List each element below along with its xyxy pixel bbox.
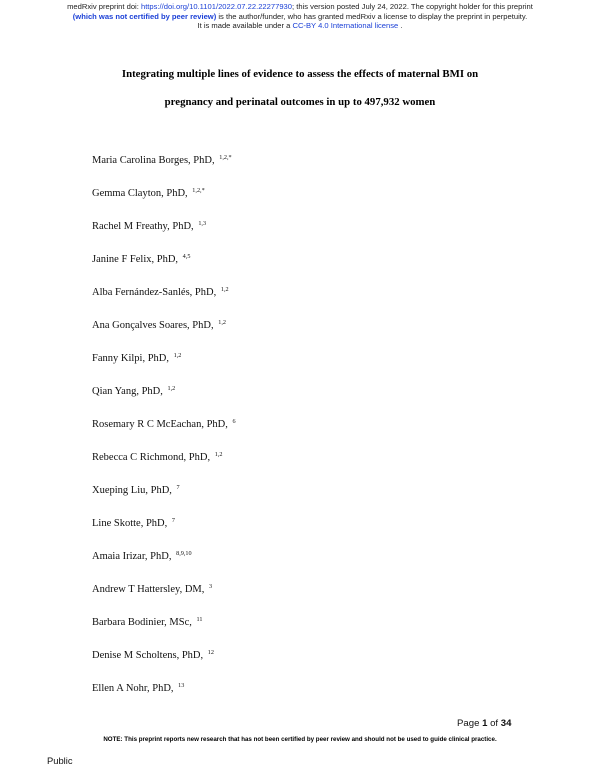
header-line-3 [0,21,600,31]
preprint-note: NOTE: This preprint reports new research that has not been certified by peer review and should not be used to guide clinical practice. [103,736,497,743]
author-affiliation: 3 [209,583,213,590]
page-total: 34 [500,718,512,729]
author-name: Rosemary R C McEachan, PhD, [92,419,231,430]
author-name: Rebecca C Richmond, PhD, [92,452,213,463]
author-entry [92,316,236,349]
author-affiliation: 1,2 [218,319,226,326]
license-grant-text: is the author/funder, who has granted medRxiv a license to display the preprint in perpetuity. [216,11,528,21]
author-affiliation: 8,9,10 [176,550,192,557]
author-affiliation: 1,3 [198,220,207,227]
author-name: Xueping Liu, PhD, [92,485,175,496]
author-list [92,151,236,712]
author-entry [92,580,236,613]
author-name: Ana Gonçalves Soares, PhD, [92,320,217,331]
author-entry [92,481,236,514]
doi-link[interactable]: https://doi.org/10.1101/2022.07.22.22277930 [140,2,292,11]
author-affiliation: 12 [207,649,214,656]
author-affiliation: 1,2,* [192,187,205,194]
author-affiliation: 1,2 [173,352,182,359]
license-prefix: It is made available under a [197,21,293,31]
page-prefix: Page [457,718,483,729]
author-name: Alba Fernández-Sanlés, PhD, [92,287,219,298]
header-doi-prefix: medRxiv preprint doi: [67,2,141,11]
author-affiliation: 4,5 [182,253,191,260]
author-name: Qian Yang, PhD, [92,386,166,397]
author-affiliation: 1,2,* [219,154,232,161]
page-current: 1 [482,718,488,729]
classification-label: Public [47,755,73,766]
author-entry [92,646,236,679]
author-entry [92,184,236,217]
author-name: Janine F Felix, PhD, [92,254,181,265]
author-affiliation: 7 [176,484,180,491]
author-entry [92,217,236,250]
author-name: Line Skotte, PhD, [92,518,170,529]
author-affiliation: 7 [171,517,175,524]
author-entry [92,547,236,580]
author-name: Maria Carolina Borges, PhD, [92,155,218,166]
author-affiliation: 1,2 [167,385,176,392]
license-suffix: . [398,21,403,31]
author-name: Barbara Bodinier, MSc, [92,617,195,628]
author-name: Ellen A Nohr, PhD, [92,683,177,694]
author-name: Gemma Clayton, PhD, [92,188,191,199]
paper-title-line-2: pregnancy and perinatal outcomes in up to 497,932 women [164,96,436,108]
header-line-2 [0,12,600,22]
author-name: Denise M Scholtens, PhD, [92,650,206,661]
author-name: Amaia Irizar, PhD, [92,551,175,562]
author-entry [92,613,236,646]
author-entry [92,250,236,283]
author-entry [92,415,236,448]
header-line-1 [0,2,600,12]
license-link[interactable]: CC-BY 4.0 International license [292,21,399,31]
author-entry [92,349,236,382]
author-affiliation: 1,2 [214,451,223,458]
author-affiliation: 6 [232,418,236,425]
author-affiliation: 11 [196,616,203,623]
author-entry [92,151,236,184]
author-affiliation: 1,2 [220,286,229,293]
author-name: Rachel M Freathy, PhD, [92,221,197,232]
author-entry [92,448,236,481]
page-number [457,718,511,729]
peer-review-notice: (which was not certified by peer review) [72,11,217,21]
header-posted-text: ; this version posted July 24, 2022. The copyright holder for this preprint [292,2,533,11]
author-entry [92,679,236,712]
author-name: Fanny Kilpi, PhD, [92,353,172,364]
author-entry [92,283,236,316]
page-sep: of [487,718,501,729]
paper-title-line-1: Integrating multiple lines of evidence to assess the effects of maternal BMI on [121,68,479,80]
author-affiliation: 13 [178,682,185,689]
author-name: Andrew T Hattersley, DM, [92,584,207,595]
author-entry [92,382,236,415]
author-entry [92,514,236,547]
preprint-header [0,2,600,31]
